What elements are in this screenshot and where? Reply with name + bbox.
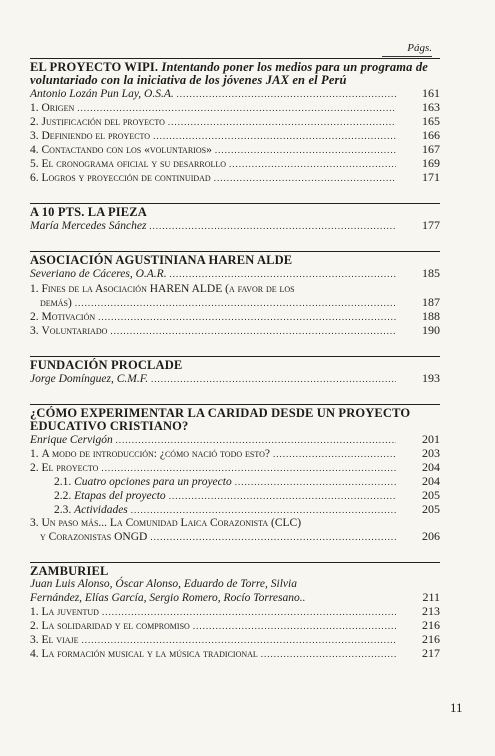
section-title — [30, 565, 440, 578]
item-number: 1. — [30, 606, 39, 618]
page-number: 213 — [422, 604, 440, 618]
toc-item-continuation — [30, 296, 440, 310]
leader-dots — [167, 268, 396, 281]
toc-item — [30, 157, 440, 171]
leader-dots — [72, 297, 396, 310]
author-name: Antonio Lozán Pun Lay, O.S.A. — [30, 88, 174, 100]
leader-dots — [226, 158, 396, 171]
author-row — [30, 267, 440, 281]
leader-dots — [128, 504, 396, 517]
toc-item — [30, 461, 440, 475]
section-title — [30, 359, 440, 372]
item-number: 4. — [30, 648, 39, 660]
page-number: 169 — [422, 156, 440, 170]
leader-dots — [147, 531, 396, 544]
item-number: 2. — [30, 620, 39, 632]
leader-dots — [98, 462, 396, 475]
item-number: 3. — [30, 325, 39, 337]
page-number: 216 — [422, 618, 440, 632]
item-number: 3. — [30, 130, 39, 142]
leader-dots — [165, 116, 396, 129]
toc-item — [30, 310, 440, 324]
toc-sections — [30, 58, 440, 673]
toc-subitem — [30, 503, 440, 517]
page-number: 190 — [422, 323, 440, 337]
leader-dots — [211, 172, 396, 185]
leader-dots — [258, 648, 396, 661]
leader-dots — [107, 325, 396, 338]
item-number: 3. — [30, 634, 39, 646]
page-number: 185 — [422, 266, 440, 280]
page-folio: 11 — [450, 700, 463, 715]
toc-item — [30, 647, 440, 661]
toc-item — [30, 129, 440, 143]
item-label: Fines de la Asociación HAREN ALDE (a favor de los — [41, 283, 295, 295]
section-title-bold: A 10 PTS. LA PIEZA — [30, 205, 147, 219]
item-label: demás) — [40, 297, 72, 309]
author-row — [30, 87, 440, 101]
item-label: La formación musical y la música tradicional — [41, 648, 258, 660]
page-number: 216 — [422, 632, 440, 646]
author-line — [30, 578, 440, 591]
page-number: 217 — [422, 646, 440, 660]
section-title-bold: ¿CÓMO EXPERIMENTAR LA CARIDAD DESDE UN PROYECTO EDUCATIVO CRISTIANO? — [30, 406, 411, 433]
item-number: 2.3. — [54, 504, 72, 516]
page-number: 167 — [422, 142, 440, 156]
page-number: 205 — [422, 488, 440, 502]
item-label: A modo de introducción: ¿cómo nació todo esto? — [41, 448, 270, 460]
leader-dots — [148, 373, 396, 386]
item-label: El cronograma oficial y su desarrollo — [41, 158, 227, 170]
page-number: 206 — [422, 529, 440, 543]
page-number: 166 — [422, 128, 440, 142]
author-name: Jorge Domínguez, C.M.F. — [30, 373, 149, 385]
toc-item — [30, 619, 440, 633]
toc-item-continuation — [30, 530, 440, 544]
item-label: Un paso más... La Comunidad Laica Corazonista (CLC) — [41, 517, 302, 529]
page-number: 187 — [422, 295, 440, 309]
author-name: María Mercedes Sánchez — [30, 220, 147, 232]
item-label: Voluntariado — [41, 325, 108, 337]
page-number: 177 — [422, 218, 440, 232]
section-title-bold: ASOCIACIÓN AGUSTINIANA HAREN ALDE — [30, 253, 293, 267]
leader-dots — [150, 130, 396, 143]
item-label: y Corazonistas ONGD — [40, 531, 148, 543]
toc-subitem — [30, 475, 440, 489]
item-label: La juventud — [41, 606, 99, 618]
page-number: 203 — [422, 446, 440, 460]
author-name: Severiano de Cáceres, O.A.R. — [30, 268, 167, 280]
item-label: Actividades — [74, 504, 128, 516]
page-number: 201 — [422, 432, 440, 446]
toc-item — [30, 143, 440, 157]
item-number: 2.1. — [54, 476, 72, 488]
item-number: 5. — [30, 158, 39, 170]
toc-section — [30, 251, 440, 338]
item-number: 1. — [30, 448, 39, 460]
page-number: 211 — [422, 590, 440, 604]
toc-item — [30, 605, 440, 619]
toc-section — [30, 356, 440, 386]
toc-item-multiline — [30, 517, 440, 530]
page-number: 165 — [422, 114, 440, 128]
item-label: Definiendo el proyecto — [41, 130, 151, 142]
item-label: Motivación — [41, 311, 96, 323]
item-label: Cuatro opciones para un proyecto — [74, 476, 232, 488]
toc-item — [30, 171, 440, 185]
author-row — [30, 219, 440, 233]
item-label: Justificación del proyecto — [41, 116, 165, 128]
page-number: 163 — [422, 100, 440, 114]
author-name: Enrique Cervigón — [30, 434, 113, 446]
leader-dots — [95, 311, 396, 324]
section-title-bold: ZAMBURIEL — [30, 564, 109, 578]
item-number: 3. — [30, 517, 39, 529]
toc-item — [30, 447, 440, 461]
section-title-bold: EL PROYECTO WIPI. — [30, 60, 159, 74]
section-title — [30, 254, 440, 267]
leader-dots — [79, 634, 396, 647]
toc-item-multiline — [30, 283, 440, 296]
page-number: 161 — [422, 86, 440, 100]
toc-item — [30, 633, 440, 647]
leader-dots — [174, 88, 396, 101]
pags-label: Págs. — [407, 42, 432, 54]
toc-item — [30, 101, 440, 115]
item-number: 1. — [30, 283, 39, 295]
pags-header — [382, 38, 432, 57]
item-number: 2.2. — [54, 490, 72, 502]
section-title — [30, 61, 440, 87]
item-number: 2. — [30, 311, 39, 323]
leader-dots — [166, 490, 396, 503]
toc-item — [30, 324, 440, 338]
leader-dots — [232, 476, 396, 489]
leader-dots — [146, 220, 396, 233]
toc-section — [30, 562, 440, 661]
page-number: 193 — [422, 371, 440, 385]
author-row — [30, 372, 440, 386]
leader-dots — [270, 448, 396, 461]
page-number: 188 — [422, 309, 440, 323]
page-number: 204 — [422, 474, 440, 488]
item-number: 6. — [30, 172, 39, 184]
item-label: Origen — [41, 102, 75, 114]
leader-dots — [190, 620, 396, 633]
page-number: 171 — [422, 170, 440, 184]
item-number: 2. — [30, 116, 39, 128]
item-label: Logros y proyección de continuidad — [41, 172, 211, 184]
toc-section — [30, 404, 440, 544]
item-label: El viaje — [41, 634, 79, 646]
leader-dots — [212, 144, 396, 157]
item-number: 2. — [30, 462, 39, 474]
item-number: 4. — [30, 144, 39, 156]
section-title — [30, 206, 440, 219]
author-row — [30, 433, 440, 447]
leader-dots — [99, 606, 396, 619]
section-title-bold: FUNDACIÓN PROCLADE — [30, 358, 183, 372]
section-title — [30, 407, 440, 433]
toc-page — [30, 0, 463, 756]
author-row — [30, 591, 440, 605]
item-label: Etapas del proyecto — [74, 490, 166, 502]
leader-dots — [113, 434, 396, 447]
toc-section — [30, 58, 440, 185]
page-number: 205 — [422, 502, 440, 516]
leader-dots — [74, 102, 396, 115]
item-label: La solidaridad y el compromiso — [41, 620, 190, 632]
author-name: Fernández, Elías García, Sergio Romero, Rocío Torresano.. — [30, 592, 306, 604]
toc-subitem — [30, 489, 440, 503]
toc-item — [30, 115, 440, 129]
author-name: Juan Luis Alonso, Óscar Alonso, Eduardo de Torre, Silvia — [30, 578, 297, 590]
item-number: 1. — [30, 102, 39, 114]
item-label: Contactando con los «voluntarios» — [41, 144, 212, 156]
toc-section — [30, 203, 440, 233]
item-label: El proyecto — [41, 462, 99, 474]
page-number: 204 — [422, 460, 440, 474]
section-title-rest: Intentando poner los medios para un programa de voluntariado con la iniciativa de los jóvenes JAX en el Perú — [30, 60, 428, 87]
